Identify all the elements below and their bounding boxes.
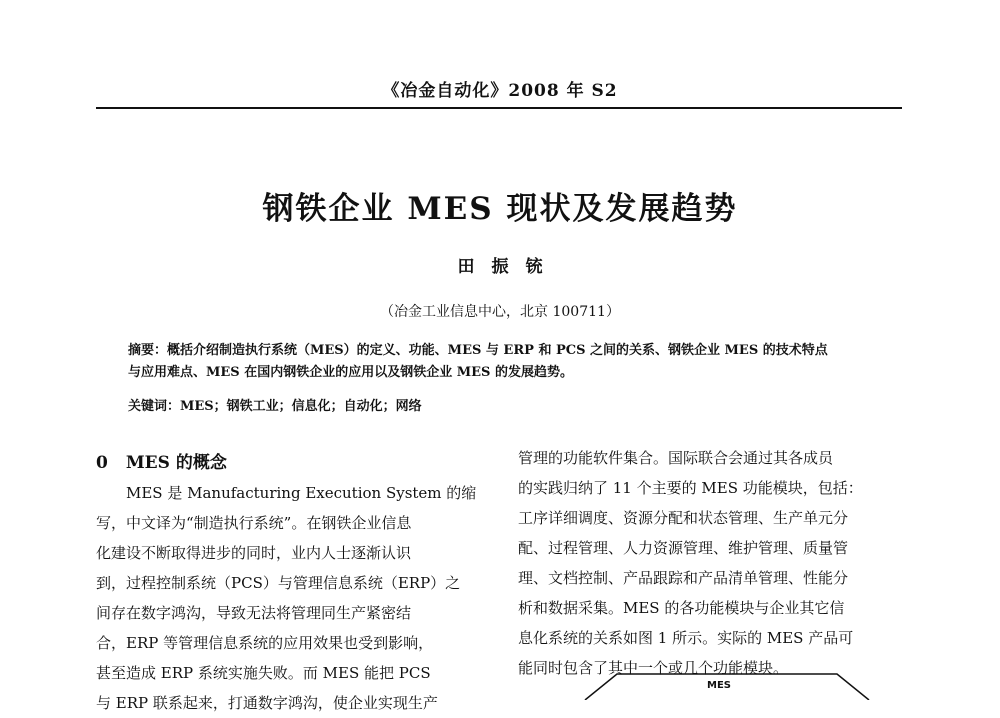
- figure-1-diagram: [545, 660, 905, 700]
- body-line: 写，中文译为“制造执行系统”。在钢铁企业信息: [96, 514, 412, 532]
- section-title: MES 的概念: [125, 453, 227, 473]
- body-line: 能同时包含了其中一个或几个功能模块。: [518, 659, 789, 677]
- body-line: 化建设不断取得进步的同时，业内人士逐渐认识: [96, 544, 412, 562]
- body-line: 工序详细调度、资源分配和状态管理、生产单元分: [518, 509, 849, 527]
- body-line: 到，过程控制系统（PCS）与管理信息系统（ERP）之: [96, 574, 461, 592]
- body-line: 合，ERP 等管理信息系统的应用效果也受到影响，: [96, 634, 434, 652]
- journal-header: 《冶金自动化》2008 年 S2: [382, 81, 618, 101]
- body-line: 配、过程管理、人力资源管理、维护管理、质量管: [518, 539, 849, 557]
- header-rule: [96, 107, 902, 109]
- body-line: 的实践归纳了 11 个主要的 MES 功能模块，包括：: [518, 479, 863, 497]
- body-line: 理、文档控制、产品跟踪和产品清单管理、性能分: [518, 569, 849, 587]
- right-column: [518, 443, 906, 683]
- abstract: [128, 340, 888, 384]
- keywords: 关键词：MES；钢铁工业；信息化；自动化；网络: [128, 399, 422, 414]
- body-line: 息化系统的关系如图 1 所示。实际的 MES 产品可: [518, 629, 854, 647]
- abstract-line-2: 与应用难点、MES 在国内钢铁企业的应用以及钢铁企业 MES 的发展趋势。: [128, 365, 573, 380]
- section-number: 0: [96, 453, 108, 473]
- body-line: MES 是 Manufacturing Execution System 的缩: [126, 484, 477, 502]
- author-name: 田 振 铳: [457, 257, 543, 277]
- author-affiliation: （冶金工业信息中心，北京 100711）: [380, 304, 620, 320]
- section-heading: [96, 448, 484, 478]
- left-column: [96, 448, 484, 718]
- body-line: 甚至造成 ERP 系统实施失败。而 MES 能把 PCS: [96, 664, 431, 682]
- body-line: 间存在数字鸿沟，导致无法将管理同生产紧密结: [96, 604, 412, 622]
- paper-title: 钢铁企业 MES 现状及发展趋势: [262, 191, 738, 227]
- abstract-line-1: 摘要：概括介绍制造执行系统（MES）的定义、功能、MES 与 ERP 和 PCS 之间的关系、钢铁企业 MES 的技术特点: [128, 343, 828, 358]
- figure-mes-label: MES: [707, 680, 731, 691]
- body-line: 管理的功能软件集合。国际联合会通过其各成员: [518, 449, 834, 467]
- body-line: 析和数据采集。MES 的各功能模块与企业其它信: [518, 599, 845, 617]
- body-line: 与 ERP 联系起来，打通数字鸿沟，使企业实现生产: [96, 694, 438, 712]
